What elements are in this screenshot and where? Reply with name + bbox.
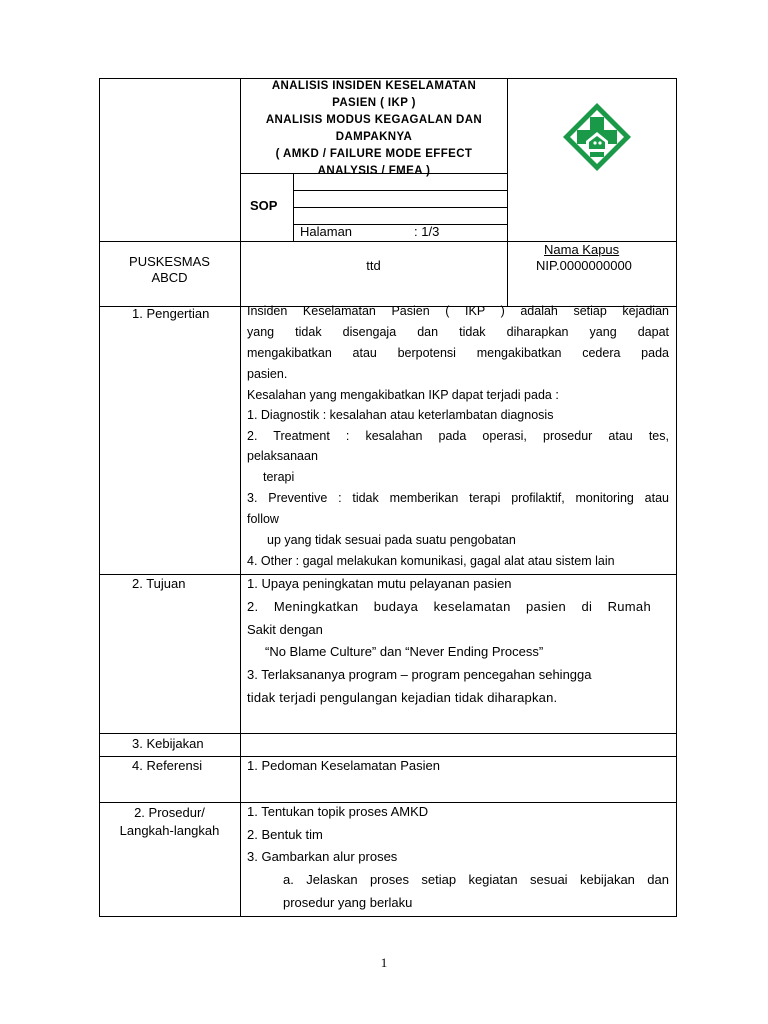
column-divider <box>240 78 241 917</box>
row-line-referensi <box>99 802 677 803</box>
text-line: mengakibatkan atau berpotensi mengakibatkan cedera pada <box>247 346 669 360</box>
puskesmas-logo-icon <box>561 101 633 173</box>
text-line: tidak terjadi pengulangan kejadian tidak diharapkan. <box>247 690 558 705</box>
kapus-name: Nama Kapus <box>544 242 620 257</box>
text-line: up yang tidak sesuai pada suatu pengobatan <box>267 533 516 547</box>
text-line: 2. Treatment : kesalahan pada operasi, prosedur atau tes, <box>247 429 669 443</box>
title-line: ANALYSIS / FMEA ) <box>317 165 431 177</box>
row-line-pengertian <box>99 574 677 575</box>
text-line: 3. Gambarkan alur proses <box>247 849 398 864</box>
halaman-label: Halaman <box>300 224 353 239</box>
text-line: terapi <box>263 470 295 484</box>
text-line: Insiden Keselamatan Pasien ( IKP ) adalah setiap kejadian <box>247 304 669 318</box>
org-line: ABCD <box>151 270 188 285</box>
text-line: prosedur yang berlaku <box>283 895 413 910</box>
section-label-pengertian: 1. Pengertian <box>132 306 210 321</box>
title-line: ANALISIS MODUS KEGAGALAN DAN <box>265 114 483 126</box>
halaman-value: : 1/3 <box>414 224 440 239</box>
text-line: 3. Terlaksananya program – program pencegahan sehingga <box>247 667 592 682</box>
kapus-nip: NIP.0000000000 <box>536 258 632 273</box>
header-divider-right <box>507 78 508 307</box>
organization-name <box>99 254 240 286</box>
text-line: pelaksanaan <box>247 449 318 463</box>
table-border-bottom <box>99 916 677 917</box>
section-label-referensi: 4. Referensi <box>132 758 203 773</box>
text-line: Kesalahan yang mengakibatkan IKP dapat terjadi pada : <box>247 388 559 402</box>
row-line-tujuan <box>99 733 677 734</box>
text-line: 2. Meningkatkan budaya keselamatan pasien di Rumah <box>247 599 651 614</box>
text-line: pasien. <box>247 367 288 381</box>
org-line: PUSKESMAS <box>129 254 210 269</box>
text-line: 2. Bentuk tim <box>247 827 323 842</box>
text-line: yang tidak disengaja dan tidak diharapkan yang dapat <box>247 325 669 339</box>
sop-label: SOP <box>250 198 278 213</box>
title-line: PASIEN ( IKP ) <box>332 97 416 109</box>
table-border-right <box>676 78 677 917</box>
section-label-prosedur <box>99 804 240 840</box>
text-line: 1. Pedoman Keselamatan Pasien <box>247 758 440 773</box>
section-label-tujuan: 2. Tujuan <box>132 576 186 591</box>
text-line: 1. Diagnostik : kesalahan atau keterlambatan diagnosis <box>247 408 554 422</box>
text-line: 3. Preventive : tidak memberikan terapi profilaktif, monitoring atau <box>247 491 669 505</box>
label-line: 2. Prosedur/ <box>134 805 205 820</box>
title-line: ( AMKD / FAILURE MODE EFFECT <box>275 148 473 160</box>
signature-ttd: ttd <box>366 258 381 273</box>
page-number: 1 <box>380 955 388 970</box>
row-line-kebijakan <box>99 756 677 757</box>
title-line: DAMPAKNYA <box>335 131 413 143</box>
text-line: “No Blame Culture” dan “Never Ending Process” <box>265 644 544 659</box>
sop-line <box>293 207 507 208</box>
section-label-kebijakan: 3. Kebijakan <box>132 736 204 751</box>
document-title <box>241 78 507 180</box>
text-line: 4. Other : gagal melakukan komunikasi, gagal alat atau sistem lain <box>247 554 615 568</box>
sop-line <box>293 190 507 191</box>
text-line: follow <box>247 512 279 526</box>
label-line: Langkah-langkah <box>119 823 220 838</box>
title-line: ANALISIS INSIDEN KESELAMATAN <box>271 80 477 92</box>
text-line: 1. Tentukan topik proses AMKD <box>247 804 429 819</box>
text-line: Sakit dengan <box>247 622 323 637</box>
text-line: a. Jelaskan proses setiap kegiatan sesuai kebijakan dan <box>283 872 669 887</box>
text-line: 1. Upaya peningkatan mutu pelayanan pasien <box>247 576 512 591</box>
table-border-left <box>99 78 100 917</box>
